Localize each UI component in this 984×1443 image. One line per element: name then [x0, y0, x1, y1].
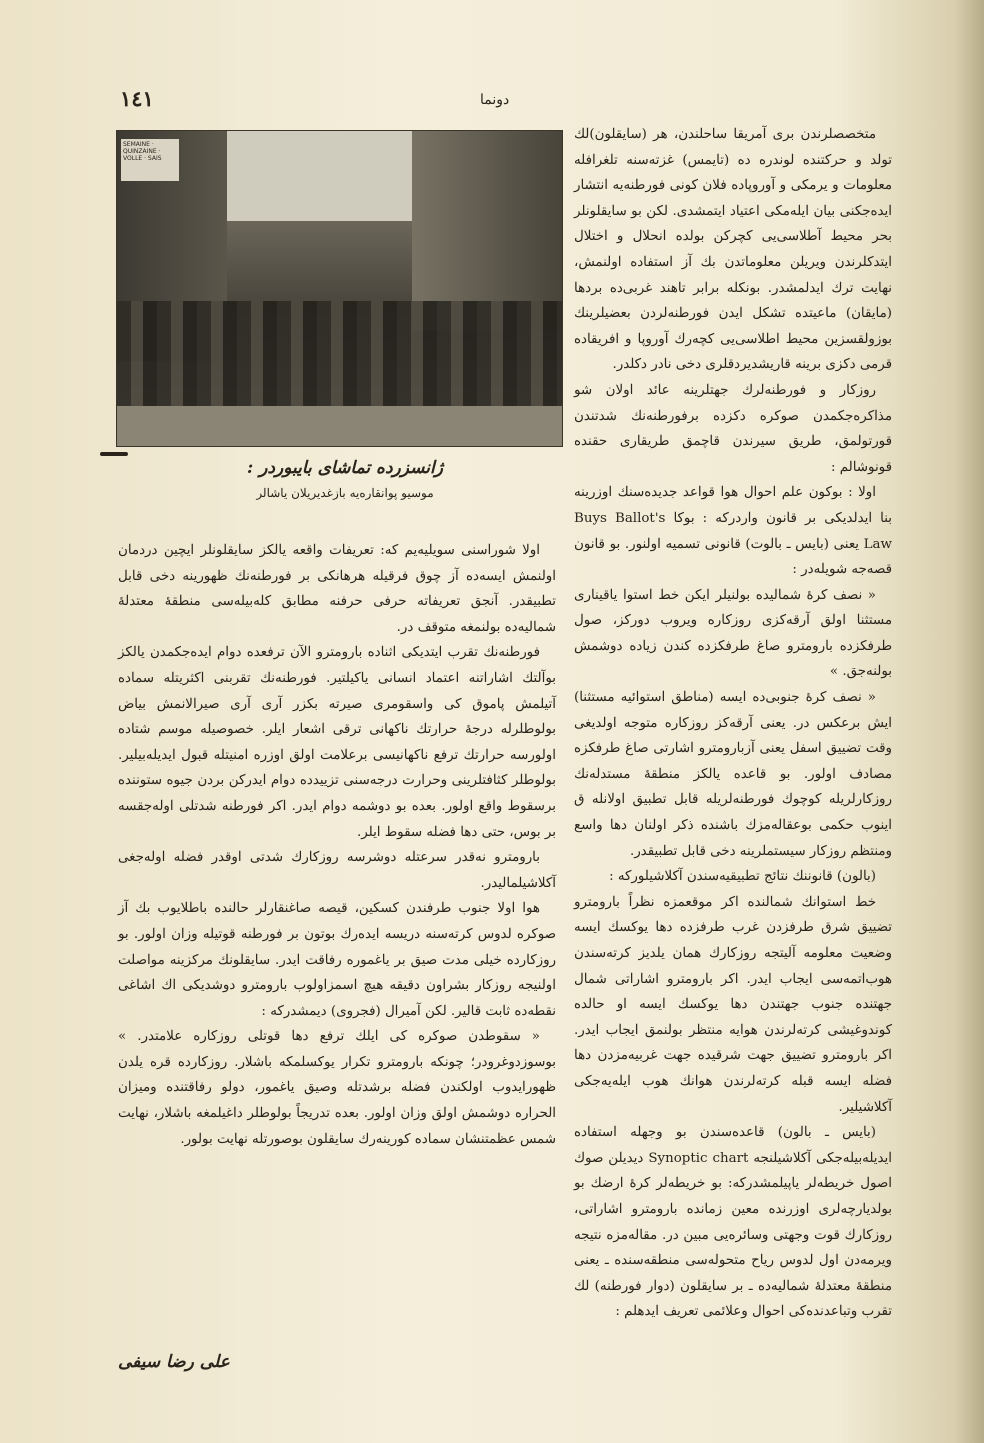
crowd-photograph — [116, 130, 563, 447]
paragraph: هوا اولا جنوب طرفندن کسکین، قیصه صاغنقارلر حالنده باطلایوب بك آز صوکره لدوس کرته‌سنه دریسه ایده‌رك بوتون بر فورطنه قوتیله وزان اولور. بو روزکارده خیلی مدت صیق بر یاغموره رفاقت ایدر. سایقلونك مرکزینه مواصلت اولنیجه روزکار بشراون دقیقه هیچ اسمزاولوب بارومترو دوشدیکی اك اشاغی نقطه‌ده ثابت قالیر. لکن آمیرال (فجروی) دیمشدرکه : — [118, 901, 556, 1019]
photo-caption-subtitle: موسیو پوانقاره‌یه بازغدیریلان یاشالر — [256, 486, 434, 500]
paragraph: بارومترو نه‌قدر سرعتله دوشرسه روزکارك شدتی اوقدر فضله اوله‌جغی آکلاشیلمالیدر. — [118, 850, 556, 891]
paragraph: (بالون) قانوننك نتائج تطبیقیه‌سندن آکلاشیلورکه : — [609, 869, 876, 885]
photo-street — [117, 406, 562, 446]
paragraph: « نصف کرهٔ جنوبی‌ده ایسه (مناطق استوائیه مستثنا) ایش برعکس در. یعنی آرقه‌کز روزکاره متوجه اولدیغی وقت تضییق اسفل یعنی آزبارومترو اشارتی صاغ طرفکزه مصادف اولور. بو قاعده یالکز منطقهٔ مستدله‌نك روزکارلریله کوچوك فورطنه‌لریله قابل تطبیق اولانله ق اینوب حکمی بوعقاله‌مزك باشنده ذکر اولنان دها واسع ومنتظم روزکار سیستملرینه دخی قابل تطبیقدر. — [574, 690, 892, 859]
caption-dash — [100, 452, 128, 456]
paragraph: اولا : بوکون علم احوال هوا قواعد جدیده‌سنك اوزرینه بنا ایدلدیکی بر قانون واردرکه : بوکا Buys Ballot's Law یعنی (بایس ـ بالوت) قانونی تسمیه اولنور. بو قانون قصه‌جه شویله‌در : — [574, 485, 892, 578]
page-number: ١٤١ — [120, 86, 154, 111]
photo-sky — [227, 131, 412, 221]
right-column-text — [574, 122, 892, 1325]
paragraph: متخصصلرندن بری آمریقا ساحلندن، هر (سایقلون)لك تولد و حرکتنده لوندره ده (تایمس) غزته‌سنه تلغرافله معلومات و یرمکی و آوروپاده فلان کونی فورطنه‌یه انتشار ایده‌جکنی بیان ایله‌مکی اعتیاد ایتمشدی. لکن بو سایقلونلر بحر محیط آطلاسی‌یی کچرکن بولده انحلال و اختلال ایتدکلرندن ویریلن معلوماتدن بك آز استفاده اولنمش، نهایت ترك ایدلمشدر. بونکله برابر تاهند غربی‌ده بردها (مایقان) ماعیتده تشکل ایدن فورطنه‌لردن بعضیلرینك بوزولقسزین محیط اطلاسی‌یی کچه‌رك آوروپا و افریقاده قرمی دکزی برینه قاریشدیردقلری دخی نادر دکلدر. — [574, 127, 892, 373]
paragraph: « نصف کرهٔ شمالیده بولنیلر ایکن خط استوا یاقیناری مستثنا اولق آرقه‌کزی روزکاره ویروب دورکز، صول طرفکزده بارومترو صاغ طرفکزده کندن زیاده دوشمش بولنه‌جق. » — [574, 587, 892, 680]
photo-shop-sign: SEMAINE · QUINZAINE · VOLLE · SAIS — [121, 139, 179, 181]
left-column-text — [118, 538, 556, 1152]
author-signature: علی رضا سیفی — [118, 1352, 230, 1372]
paragraph: اولا شوراسنی سویلیه‌یم که: تعریفات واقعه یالکز سایقلونلر ایچین دردمان اولنمش ایسه‌ده آز چوق فرقیله هرهانکی بر فورطنه‌نك ظهورینه دخی قابل تطبیقدر. آنجق تعریفاته حرفی حرفنه مطابق کله‌بیله‌سی منطقهٔ معتدلهٔ شمالیه‌ده بولنمغه متوقف در. — [118, 543, 556, 635]
photo-caption-title: ژانسزرده تماشای بایبوردر : — [247, 458, 443, 478]
paragraph: « سقوطدن صوکره کی ایلك ترفع دها قوتلی روزکاره علامتدر. » بوسوزدوغرودر؛ چونکه بارومترو تکرار یوکسلمکه باشلار. روزکارده قره یلدن ظهورایدوب اولکندن فضله برشدتله وصیق یاغمور، دولو رفاقتنده ومیزان الحراره دوشمش اولق وزان اولور. بعده تدریجاً بولوطلر داغیلمغه باشلار، نهایت شمس عظمتنشان سماده کورینه‌رك سایقلون بوصورتله نهایت بولور. — [118, 1029, 556, 1147]
running-head: دونما — [480, 92, 510, 108]
paragraph: (بایس ـ بالون) قاعده‌سندن بو وجهله استفاده ایدیله‌بیله‌جکی آکلاشیلنجه Synoptic chart دیدیلن صوك اصول خریطه‌لر یاپیلمشدرکه: بو خریطه‌لر کرهٔ ارضك بو بولدیارچه‌لری اوزرنده معین زمانده بارومترو اشاراتی، روزکارك قوت وجهتی وسائره‌یی مبین در. مقاله‌مزه نتیجه ویرمه‌دن اول لدوس ریاح متحوله‌سی منطقه‌سنده ـ یعنی منطقهٔ معتدلهٔ شمالیه‌ده ـ بر سایقلون (دوار فورطنه) لك تقرب وتباعدنده‌کی احوال وعلائمی تعریف ایدهلم : — [574, 1125, 892, 1320]
paragraph: خط استوانك شمالنده اکر موقعمزه نظراً بارومترو تضییق شرق طرفزدن غرب طرفزده دها یوکسك ایسه وضعیت معلومه آلیتجه روزکارك همان یلدیز کرته‌سندن هوب‌اتمه‌سی ایجاب ایدر. اکر بارومترو اشاراتی شمال جهتنده جنوب جهتندن دها یوکسك ایسه او حالده کوندوغیشی کرته‌لرندن هوایه منتظر بولنمق ایجاب ایدر. اکر بارومترو تضییق جهت شرقیده جهت غربیه‌مزدن دها فضله ایسه قبله کرته‌لرندن هوانك هوب ایله‌یه‌جکی آکلاشیلیر. — [574, 894, 892, 1115]
paragraph: فورطنه‌نك تقرب ایتدیکی اثناده بارومترو الآن ترفعده دوام ایده‌جکمدن یالکز بوآلتك اشاراتنه اعتماد انسانی یاکیلتیر. فورطنه‌نك تقربنی اکثریتله سماده آتیلمش پاموق کی واسقومری صیرته بکزر آری آری صیرالانمش بیاض بولوطلرله درجهٔ حرارتك ناکهانی ترقی اشعار ایلر. خصوصیله موسم شتاده اولورسه حرارتك ترفع ناکهانیسی برعلامت اولق اوزره امنیتله قبول ایدیله‌بیلیر. بولوطلر کثافتلرینی وحرارت درجه‌سنی تزییدده دوام ایدرکن بردن جیوه ستوننده برسقوط واقع اولور. بعده بو دوشمه دوام ایدر. اکر فورطنه شدتلی اوله‌جقسه بر بوس، حتی دها فضله سقوط ایلر. — [118, 645, 556, 840]
paragraph: روزکار و فورطنه‌لرك جهتلرینه عائد اولان شو مذاکره‌جکمدن صوکره دکزده برفورطنه‌نك شدتندن قورتولمق، طریق سیرندن قاچمق طریقاری حقنده قونوشالم : — [574, 382, 892, 475]
